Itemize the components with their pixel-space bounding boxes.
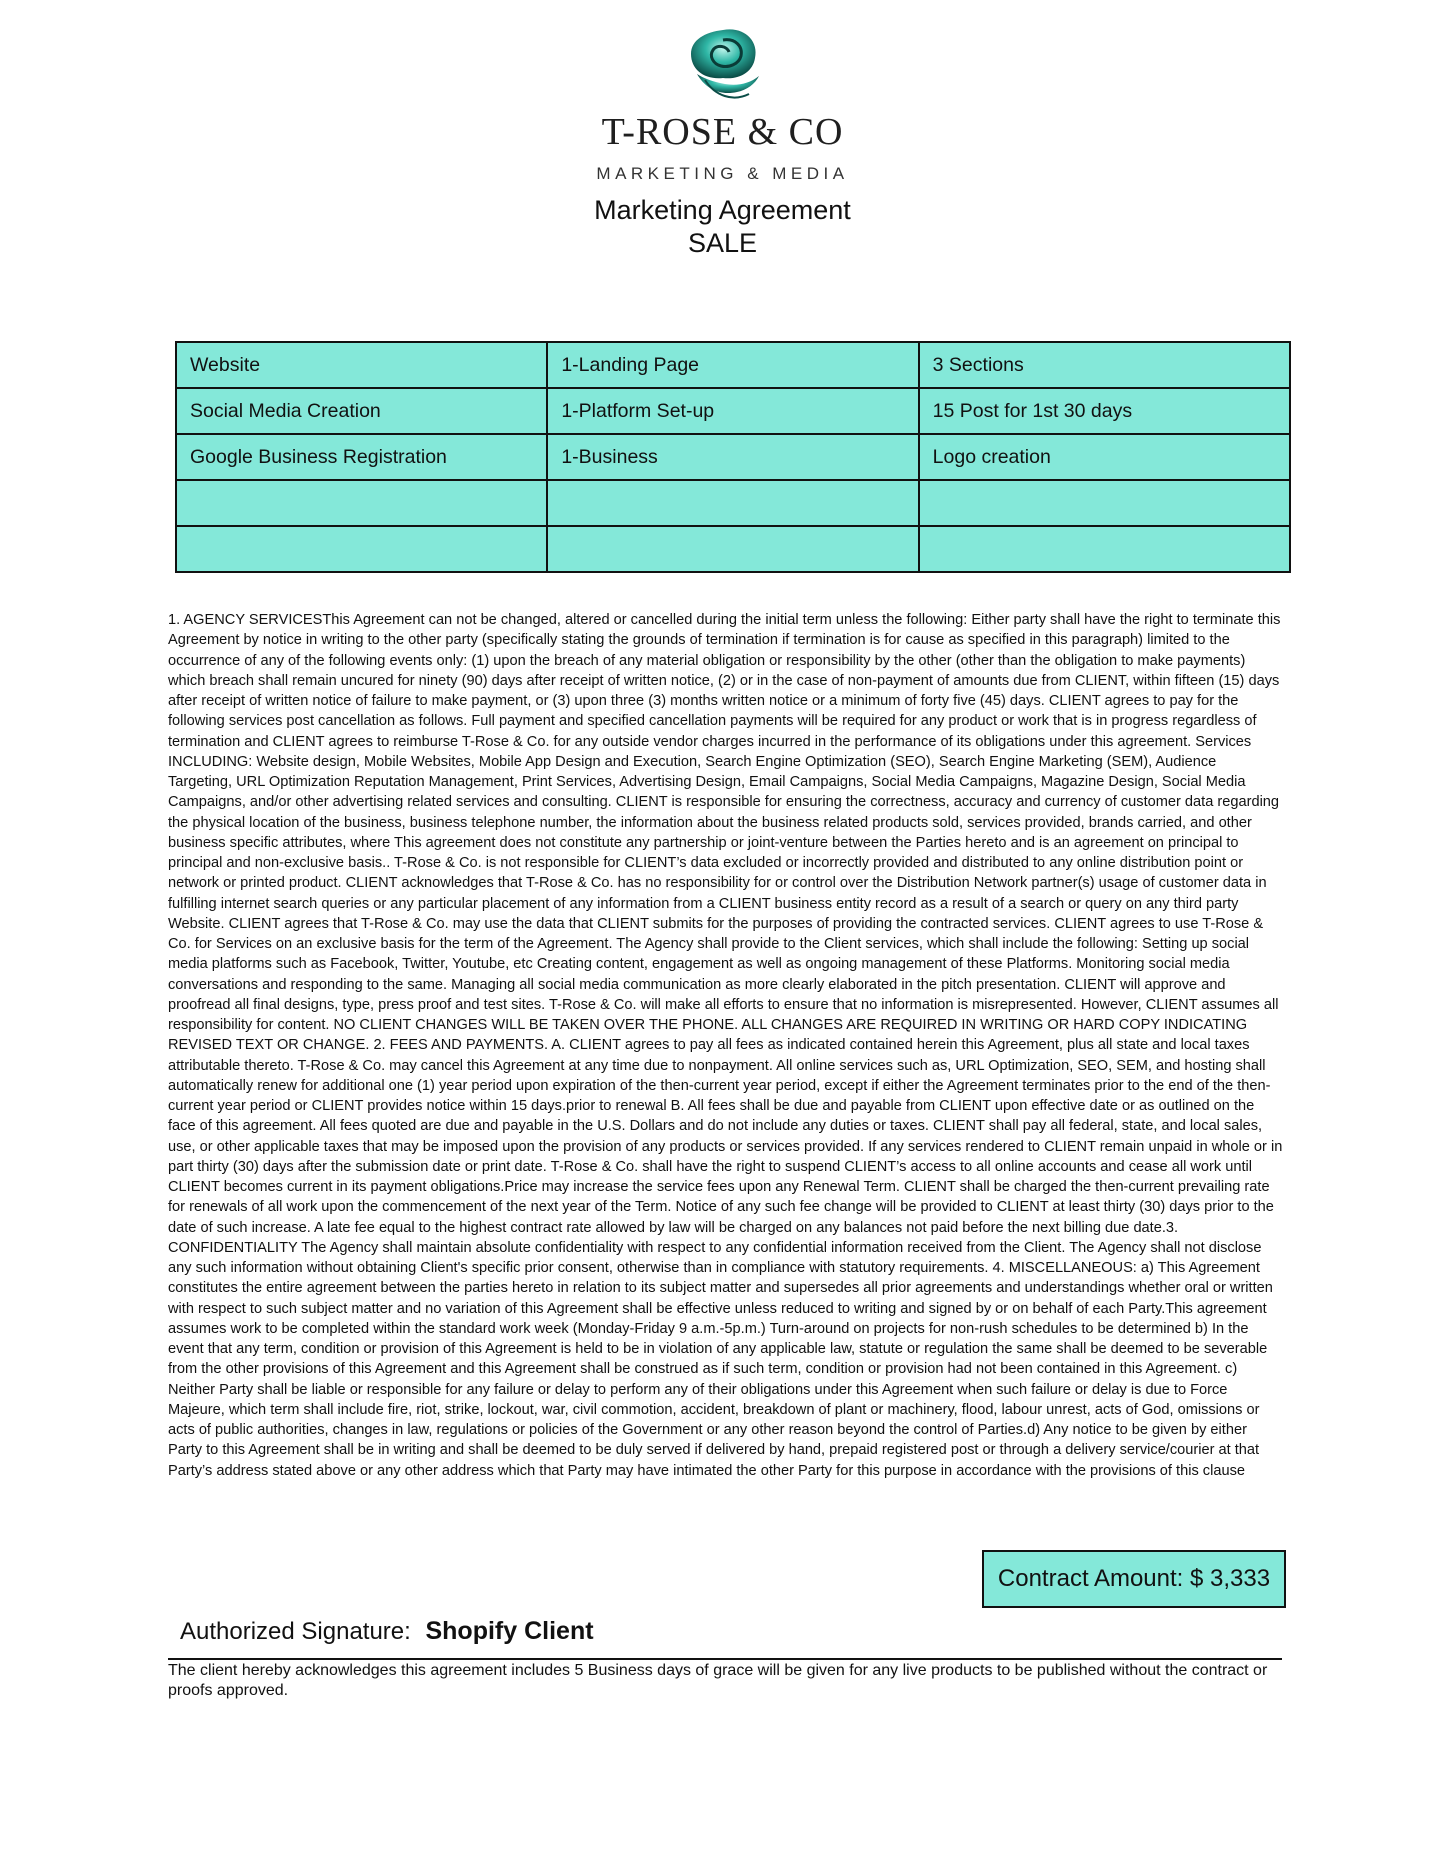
table-cell: Google Business Registration <box>176 434 547 480</box>
authorized-signature <box>180 1617 594 1646</box>
table-cell: 1-Landing Page <box>547 342 918 388</box>
brand-name: T-ROSE & CO <box>601 111 844 153</box>
table-row <box>176 480 1290 526</box>
table-row <box>176 434 1290 480</box>
agreement-terms-text: 1. AGENCY SERVICESThis Agreement can not be changed, altered or cancelled during the initial term unless the following: Either party shall have the right to terminate this Agreement by notice in writing to the other party (specifically stating the grounds of termination if termination is for cause as specified in this paragraph) limited to the occurrence of any of the following events only: (1) upon the breach of any material obligation or responsibility by the other (other than the obligation to make payments) which breach shall remain uncured for ninety (90) days after receipt of written notice, (2) or in the case of non-payment of amounts due from CLIENT, within fifteen (15) days after receipt of written notice of failure to make payment, or (3) upon three (3) months written notice or a minimum of forty five (45) days. CLIENT agrees to pay for the following services post cancellation as follows. Full payment and specified cancellation payments will be required for any product or work that is in progress regardless of termination and CLIENT agrees to reimburse T-Rose & Co. for any outside vendor charges incurred in the performance of its obligations under this agreement. Services INCLUDING: Website design, Mobile Websites, Mobile App Design and Execution, Search Engine Optimization (SEO), Search Engine Marketing (SEM), Audience Targeting, URL Optimization Reputation Management, Print Services, Advertising Design, Email Campaigns, Social Media Campaigns, Magazine Design, Social Media Campaigns, and/or other advertising related services and consulting. CLIENT is responsible for ensuring the correctness, accuracy and currency of customer data regarding the physical location of the business, business telephone number, the information about the business related products sold, services provided, brands carried, and other business specific attributes, where This agreement does not constitute any partnership or joint-venture between the Parties hereto and is an agreement on principal to principal and non-exclusive basis.. T-Rose & Co. is not responsible for CLIENT’s data excluded or incorrectly provided and distributed to any online distribution point or network or printed product. CLIENT acknowledges that T-Rose & Co. has no responsibility for or control over the Distribution Network partner(s) usage of customer data in fulfilling internet search queries or any particular placement of any information from a CLIENT business entity record as a result of a search or query on any third party Website. CLIENT agrees that T-Rose & Co. may use the data that CLIENT submits for the purposes of providing the contracted services. CLIENT agrees to use T-Rose & Co. for Services on an exclusive basis for the term of the Agreement. The Agency shall provide to the Client services, which shall include the following: Setting up social media platforms such as Facebook, Twitter, Youtube, etc Creating content, engagement as well as ongoing management of these Platforms. Monitoring social media conversations and responding to the same. Managing all social media communication as more clearly elaborated in the pitch presentation. CLIENT will approve and proofread all final designs, type, press proof and test sites. T-Rose & Co. will make all efforts to ensure that no information is misrepresented. However, CLIENT assumes all responsibility for content. NO CLIENT CHANGES WILL BE TAKEN OVER THE PHONE. ALL CHANGES ARE REQUIRED IN WRITING OR HARD COPY INDICATING REVISED TEXT OR CHANGE. 2. FEES AND PAYMENTS. A. CLIENT agrees to pay all fees as indicated contained herein this Agreement, plus all state and local taxes attributable thereto. T-Rose & Co. may cancel this Agreement at any time due to nonpayment. All online services such as, URL Optimization, SEO, SEM, and hosting shall automatically renew for additional one (1) year period upon expiration of the then-current year period, except if either the Agreement terminates prior to the end of the then-current year period or CLIENT provides notice within 15 days.prior to renewal B. All fees shall be due and payable from CLIENT upon effective date or as outlined on the face of this agreement. All fees quoted are due and payable in the U.S. Dollars and do not include any duties or taxes. CLIENT shall pay all federal, state, and local sales, use, or other applicable taxes that may be imposed upon the provision of any products or services provided. If any services rendered to CLIENT remain unpaid in whole or in part thirty (30) days after the submission date or print date. T-Rose & Co. shall have the right to suspend CLIENT’s access to all online accounts and cease all work until CLIENT becomes current in its payment obligations.Price may increase the service fees upon any Renewal Term. CLIENT shall be charged the then-current prevailing rate for renewals of all work upon the commencement of the next year of the Term. Notice of any such fee change will be provided to CLIENT at least thirty (30) days prior to the date of such increase. A late fee equal to the highest contract rate allowed by law will be charged on any balances not paid before the next billing due date.3. CONFIDENTIALITY The Agency shall maintain absolute confidentiality with respect to any confidential information received from the Client. The Agency shall not disclose any such information without obtaining Client's specific prior consent, otherwise than in compliance with statutory requirements. 4. MISCELLANEOUS: a) This Agreement constitutes the entire agreement between the parties hereto in relation to its subject matter and supersedes all prior agreements and understandings whether oral or written with respect to such subject matter and no variation of this Agreement shall be effective unless reduced to writing and signed by or on behalf of each Party.This agreement assumes work to be completed within the standard work week (Monday-Friday 9 a.m.-5p.m.) Turn-around on projects for non-rush schedules to be determined b) In the event that any term, condition or provision of this Agreement is held to be in violation of any applicable law, statute or regulation the same shall be deemed to be severable from the other provisions of this Agreement and this Agreement shall be construed as if such term, condition or provision had not been contained in this Agreement. c) Neither Party shall be liable or responsible for any failure or delay to perform any of their obligations under this Agreement when such failure or delay is due to Force Majeure, which term shall include fire, riot, strike, lockout, war, civil commotion, accident, breakdown of plant or machinery, flood, labour unrest, acts of God, omissions or acts of public authorities, changes in law, regulations or policies of the Government or any other reason beyond the control of Parties.d) Any notice to be given by either Party to this Agreement shall be in writing and shall be deemed to be duly served if delivered by hand, prepaid registered post or through a delivery service/courier at that Party’s address stated above or any other address which that Party may have intimated the other Party for this purpose in accordance with the provisions of this clause <box>168 612 1283 1479</box>
table-cell: Logo creation <box>919 434 1290 480</box>
table-cell <box>176 526 547 572</box>
table-cell: 1-Business <box>547 434 918 480</box>
contract-amount-box <box>982 1550 1286 1608</box>
table-cell <box>176 480 547 526</box>
table-cell: Social Media Creation <box>176 388 547 434</box>
table-cell <box>919 526 1290 572</box>
page-title: Marketing Agreement <box>594 195 851 225</box>
table-row <box>176 342 1290 388</box>
table-row <box>176 388 1290 434</box>
contract-amount: Contract Amount: $ 3,333 <box>997 1565 1271 1592</box>
table-row <box>176 526 1290 572</box>
document-header <box>0 22 1445 260</box>
table-cell <box>919 480 1290 526</box>
signature-value: Shopify Client <box>425 1617 594 1645</box>
footer-note: The client hereby acknowledges this agreement includes 5 Business days of grace will be given for any live products to be published without the contract or proofs approved. <box>168 1662 1268 1699</box>
table-cell: 1-Platform Set-up <box>547 388 918 434</box>
table-cell <box>547 480 918 526</box>
table-cell: Website <box>176 342 547 388</box>
services-table <box>175 341 1291 573</box>
table-cell: 15 Post for 1st 30 days <box>919 388 1290 434</box>
table-cell <box>547 526 918 572</box>
signature-label: Authorized Signature: <box>180 1618 411 1645</box>
signature-line <box>168 1658 1282 1660</box>
page-subtitle: SALE <box>687 228 758 258</box>
rose-logo-icon <box>675 22 771 106</box>
brand-tagline: MARKETING & MEDIA <box>596 164 849 183</box>
table-cell: 3 Sections <box>919 342 1290 388</box>
